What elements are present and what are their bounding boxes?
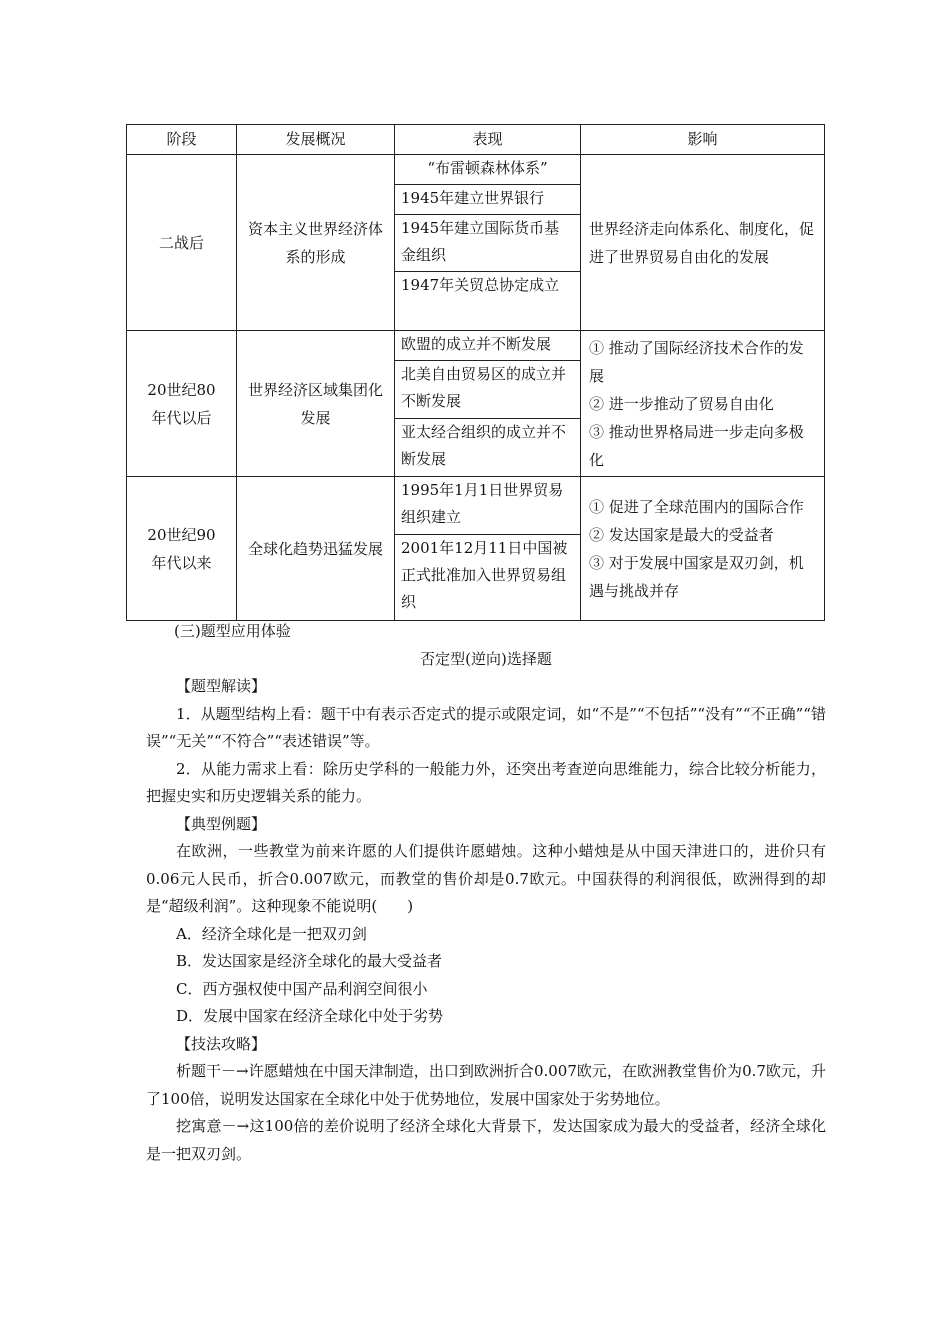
overview-cell: 资本主义世界经济体系的形成 — [237, 155, 395, 331]
strategy-heading: 【技法攻略】 — [176, 1034, 267, 1053]
economic-globalization-table — [126, 124, 825, 621]
section-title: 否定型(逆向)选择题 — [420, 649, 552, 668]
manifestation-item: 1947年关贸总协定成立 — [395, 271, 580, 328]
manifestation-cell — [395, 331, 581, 477]
example-stem: 在欧洲，一些教堂为前来许愿的人们提供许愿蜡烛。这种小蜡烛是从中国天津进口的，进价只有0.06元人民币，折合0.007欧元，而教堂的售价却是0.7欧元。中国获得的利润很低，欧洲得到的却是“超级利润”。这种现象不能说明( ) — [146, 842, 826, 915]
header-manifestation: 表现 — [395, 125, 581, 155]
manifestation-cell — [395, 155, 581, 331]
manifestation-item: 2001年12月11日中国被正式批准加入世界贸易组织 — [395, 534, 580, 619]
manifestation-cell — [395, 477, 581, 621]
effect-item: ③ 推动世界格局进一步走向多极化 — [589, 422, 804, 469]
interpretation-paragraph: 2．从能力需求上看：除历史学科的一般能力外，还突出考查逆向思维能力，综合比较分析能力，把握史实和历史逻辑关系的能力。 — [146, 759, 826, 805]
header-overview: 发展概况 — [237, 125, 395, 155]
option-a: A．经济全球化是一把双刃剑 — [176, 924, 367, 943]
overview-cell: 世界经济区域集团化发展 — [237, 331, 395, 477]
effect-cell: 世界经济走向体系化、制度化，促进了世界贸易自由化的发展 — [581, 155, 825, 331]
header-effect: 影响 — [581, 125, 825, 155]
stage-cell: 二战后 — [127, 155, 237, 331]
strategy-paragraph: 挖寓意－→这100倍的差价说明了经济全球化大背景下，发达国家成为最大的受益者，经济全球化是一把双刃剑。 — [146, 1117, 826, 1163]
effect-cell — [581, 331, 825, 477]
table-header-row — [127, 125, 825, 155]
effect-item: ② 进一步推动了贸易自由化 — [589, 394, 774, 413]
effect-item: ① 推动了国际经济技术合作的发展 — [589, 338, 804, 385]
stage-cell: 20世纪80年代以后 — [127, 331, 237, 477]
table-row — [127, 331, 825, 477]
manifestation-item: “布雷顿森林体系” — [427, 159, 548, 177]
interpretation-heading: 【题型解读】 — [176, 677, 267, 695]
manifestation-item: 北美自由贸易区的成立并不断发展 — [395, 360, 580, 418]
question-type-section — [146, 618, 826, 1168]
effect-cell — [581, 477, 825, 621]
example-heading: 【典型例题】 — [176, 814, 267, 833]
manifestation-item: 亚太经合组织的成立并不断发展 — [395, 418, 580, 476]
manifestation-item: 1945年建立国际货币基金组织 — [395, 214, 580, 271]
section-label: (三)题型应用体验 — [174, 622, 291, 640]
strategy-paragraph: 析题干－→许愿蜡烛在中国天津制造，出口到欧洲折合0.007欧元，在欧洲教堂售价为0.7欧元，升了100倍，说明发达国家在全球化中处于优势地位，发展中国家处于劣势地位。 — [146, 1062, 826, 1108]
effect-item: ③ 对于发展中国家是双刃剑，机遇与挑战并存 — [589, 553, 804, 600]
manifestation-item: 1995年1月1日世界贸易组织建立 — [401, 481, 564, 526]
option-b: B．发达国家是经济全球化的最大受益者 — [176, 952, 443, 970]
overview-cell: 全球化趋势迅猛发展 — [237, 477, 395, 621]
option-d: D．发展中国家在经济全球化中处于劣势 — [176, 1007, 444, 1025]
manifestation-item: 欧盟的成立并不断发展 — [401, 335, 552, 353]
header-stage: 阶段 — [127, 125, 237, 155]
effect-item: ① 促进了全球范围内的国际合作 — [589, 497, 804, 516]
manifestation-item: 1945年建立世界银行 — [395, 184, 580, 214]
interpretation-paragraph: 1．从题型结构上看：题干中有表示否定式的提示或限定词，如“不是”“不包括”“没有”“不正确”“错误”“无关”“不符合”“表述错误”等。 — [146, 704, 826, 750]
effect-item: ② 发达国家是最大的受益者 — [589, 525, 774, 544]
stage-cell: 20世纪90年代以来 — [127, 477, 237, 621]
table-row — [127, 155, 825, 331]
option-c: C．西方强权使中国产品利润空间很小 — [176, 979, 428, 998]
table-row — [127, 477, 825, 621]
